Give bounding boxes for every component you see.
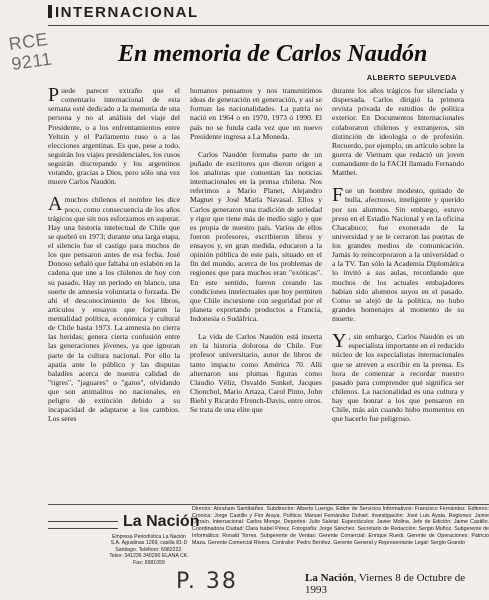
staff-credits: Director: Abraham Santibáñez. Subdirector: Alberto Luengo. Editor de Servicios Informativos: Francisco Fernández. Editores: Cronica: Jorge Castillo y Flor Araya. Política: Manuel Fernández Duhart. Investigación: José Luis Ayala. Regiones: Jaime Larraín. Internacional: Carlos Monge. Deportes: Julio Salviat. Espectáculos: Javier Molina. Jefe de Edición: Jaime Castillo. Coordinadora Ciudad: Clara Isabel Pérez. Fotografía: Jorge Sánchez. Secretario de Redacción: Sergio Muñoz. Subgerente de Informática: Ronald Torres. Subgerente de Ventas: Gerente Comercial: Enrique Ruedi. Gerente de Operaciones: Patricio Maza. Gerente Comercial Rivera. Contralor: Pedro Benítez. Gerente General y Representante Legal: Sergio Grando bbox=[192, 506, 489, 546]
drop-cap: A bbox=[48, 193, 63, 216]
paragraph: durante los años trágicos fue silenciada y dispersada. Carlos dirigió la primera revista privada de estudios de política exterior. En Documentos Internacionales colaboraron chilenos y extranjeros, sin distinción de ideología o de profesión. Recuerdo, por ejemplo, un artículo sobre la guerra de Vietnam que redactó un joven comandante de la FACH llamado Fernando Matthei. bbox=[332, 86, 464, 178]
footer-rule bbox=[48, 504, 489, 505]
stamp-line-2: 9211 bbox=[10, 48, 54, 75]
handwritten-page-number: P. 38 bbox=[176, 569, 238, 594]
article-byline: ALBERTO SEPULVEDA bbox=[366, 73, 457, 82]
paragraph: Fue un hombre modesto, quitado de bulla, afectuoso, inteligente y querido por sus alumnos. Sin embargo, estuvo preso en el Estadio Nacional y en la oficina Chacabuco; fue exonerado de la universidad y se le cerraron las puertas de los grandes medios de comunicación. Jamás lo reincorporaron a la universidad o a la TV. Tan sólo la Academia Diplomática lo invitó a sus aulas, recordando que muchos de los actuales embajadores habían sido alumnos suyos en el pasado. Como se alejó de la política, no hubo grandes homenajes al momento de su muerte. bbox=[332, 184, 464, 323]
paragraph: Puede parecer extraño que el comentario internacional de esta semana esté dedicado a la memoria de una persona y no al análisis del viaje del Presidente, o a los enfrentamientos entre Yeltsin y el Parlamento ruso o a las elecciones argentinas. Es que, pese a todo, seguirán los viajes presidenciales, los rusos seguirán discrepando y los argentinos votando, gracias a Dios, pero sólo una vez muere Carlos Naudón. bbox=[48, 84, 180, 187]
newspaper-logo: La Nación bbox=[123, 513, 200, 530]
article-column-1 bbox=[48, 86, 180, 492]
section-text: INTERNACIONAL bbox=[55, 4, 199, 21]
imprint-text: Empresa Periodística La Nación S.A. Agustinas 1269, casilla 81-D Santiago. Teléfono: 6982222. Telex: 341236 340290 ELANA CK. Fax: 6981059 bbox=[109, 534, 189, 566]
article-title: En memoria de Carlos Naudón bbox=[118, 41, 428, 67]
top-rule bbox=[48, 25, 489, 26]
paragraph: La vida de Carlos Naudón está inserta en la historia dolorosa de Chile. Fue profesor universitario, autor de libros de tanto impacto como América 70. Allí alternaron sus plumas figuras como Claudio Véliz, Osvaldo Sunkel, Jacques Chonchol, Mario Artaza, Carol Pinto, John Biehl y Ricardo Ffrench-Davis, entre otros. Se trata de una elite que bbox=[190, 332, 322, 415]
drop-cap: P bbox=[48, 84, 60, 106]
publication-name: La Nación bbox=[305, 572, 354, 584]
publication-date: Viernes 8 de Octubre de 1993 bbox=[305, 572, 466, 596]
brand-ornament bbox=[48, 521, 118, 529]
section-bar bbox=[48, 5, 52, 18]
section-label bbox=[48, 4, 199, 21]
paragraph: Y , sin embargo, Carlos Naudón es un especialista importante en el reducido núcleo de los especialistas internacionales que se atreven a escribir en la prensa. Es hora de comenzar a recordar nuestro pasado para comprender qué significa ser chilenos. La nacionalidad es una cultura y hay que honrar a los que pensaron en Chile, más aún cuando hubo momentos en que hacerlo fue peligroso. bbox=[332, 330, 464, 424]
article-column-2 bbox=[190, 86, 322, 576]
paragraph: A muchos chilenos el nombre les dice poco, como consecuencia de los años trágicos que sin nos esforzamos en superar. Hay una historia intelectual de Chile que se quebró en 1973; durante una larga etapa, el silencio fue el castigo para muchos de los que pensaron antes de esa fecha. José Donoso señaló que faltaba un eslabón en la cadena que une a los chilenos de hoy con su pasado. Hay un período en blanco, una suerte de amnesia voluntaria o forzada. De ahí el desconocimiento de los libros, artículos y ensayos que forjaron la mentalidad política, económica y cultural de Chile hasta 1973. La amnesia no cierra las heridas; genera cierta confusión entre las generaciones jóvenes, ya que ignoran parte de la cultura nacional. Por ello la apatía ante lo público y las disputas baladíes acerca de nuestra calidad de "tigres", "jaguares" o "gatos", olvidando que son animalitos no nacionales, en peligro de extinción debido a su incapacidad de adaptarse a los cambios. Los seres bbox=[48, 193, 180, 424]
article-column-3 bbox=[332, 86, 464, 576]
stamp-line-1: RCE bbox=[7, 28, 50, 55]
archive-stamp bbox=[7, 28, 54, 75]
paragraph: humanos pensamos y nos transmitimos ideas de generación en generación, y así se forman las nacionalidades. La patria no nació en 1964 o en 1970, 1973 ó 1990. El país no se funda cada vez que un nuevo Presidente ingresa a La Moneda. bbox=[190, 86, 322, 141]
drop-cap: F bbox=[332, 184, 344, 207]
publication-date-line: La Nación, Viernes 8 de Octubre de 1993 bbox=[305, 572, 466, 596]
paragraph: Carlos Naudón formaba parte de un puñado de escritores que dieron origen a los analistas que comentan las noticias internacionales en la prensa chilena. Nos referimos a Mario Planet, Alejandro Magnet y José María Navasal. Ellos y Carlos generaron una tradición de seriedad y rigor que tiene más de medio siglo y que es propia de nuestro país. Varios de ellos fueron profesores, escribieron libros y ensayos y, en gran medida, educaron a la opinión pública de este país, situado en el fin del mundo, acerca de los problemas de regiones que para muchos eran "exóticas". En este sentido, fueron creando las condiciones intelectuales que hoy permiten que Chile incursione con seguridad por el planeta exportando productos a Francia, Indonesia o Sudáfrica. bbox=[190, 149, 322, 323]
drop-cap: Y bbox=[332, 330, 347, 353]
